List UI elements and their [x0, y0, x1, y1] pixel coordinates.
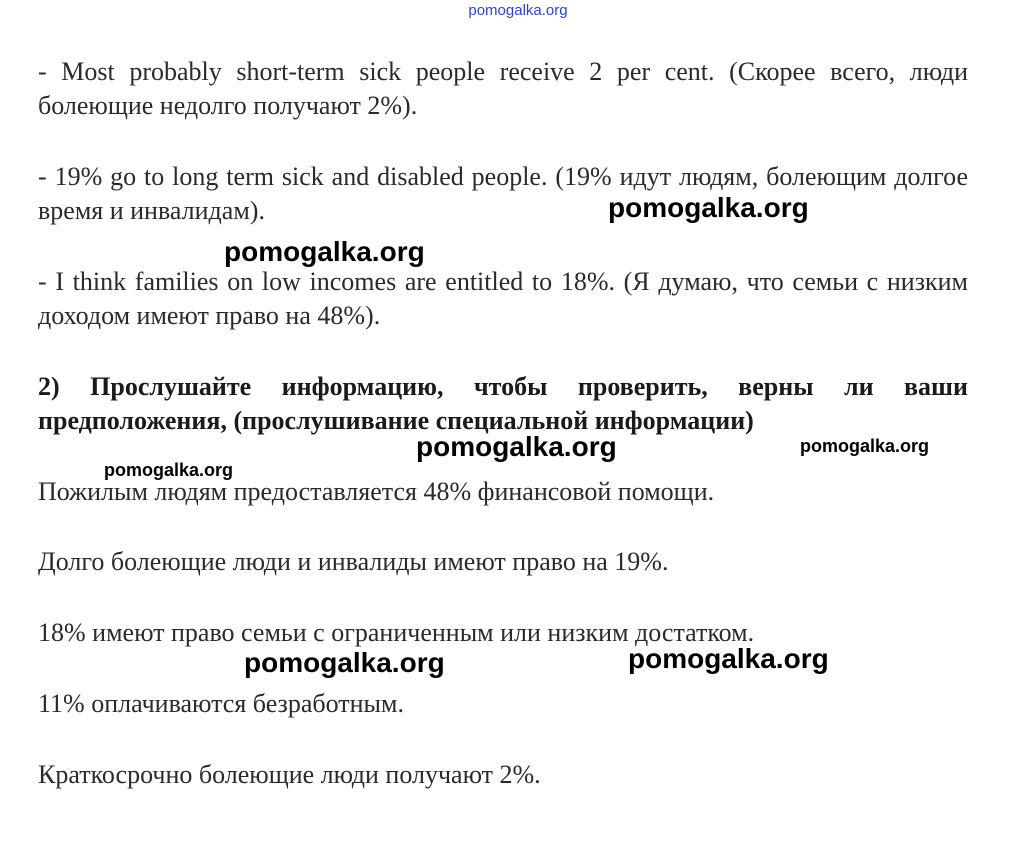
watermark: pomogalka.org — [224, 236, 425, 267]
paragraph-short-term-sick: - Most probably short-term sick people receive 2 per cent. (Скорее всего, люди болеющие недолго получают 2%). — [38, 57, 968, 120]
watermark: pomogalka.org — [416, 431, 617, 462]
paragraph-long-term-sick: - 19% go to long term sick and disabled people. (19% идут людям, болеющим долгое время и инвалидам). — [38, 162, 968, 225]
fact-low-income: 18% имеют право семьи с ограниченным или низким достатком. — [38, 618, 755, 647]
fact-short-term-sick: Краткосрочно болеющие люди получают 2%. — [38, 760, 541, 789]
fact-unemployed: 11% оплачиваются безработным. — [38, 689, 404, 718]
site-header-link[interactable]: pomogalka.org — [468, 2, 568, 19]
fact-long-term-sick: Долго болеющие люди и инвалиды имеют право на 19%. — [38, 547, 669, 576]
watermark: pomogalka.org — [244, 647, 445, 678]
watermark: pomogalka.org — [608, 192, 809, 223]
fact-elderly: Пожилым людям предоставляется 48% финансовой помощи. — [38, 477, 715, 506]
watermark: pomogalka.org — [104, 460, 234, 480]
watermark: pomogalka.org — [628, 643, 829, 674]
watermark: pomogalka.org — [800, 436, 930, 456]
paragraph-low-income-families: - I think families on low incomes are entitled to 18%. (Я думаю, что семьи с низким доходом имеют право на 48%). — [38, 267, 968, 330]
section-heading: 2) Прослушайте информацию, чтобы проверить, верны ли ваши предположения, (прослушивание специальной информации) — [38, 372, 968, 435]
